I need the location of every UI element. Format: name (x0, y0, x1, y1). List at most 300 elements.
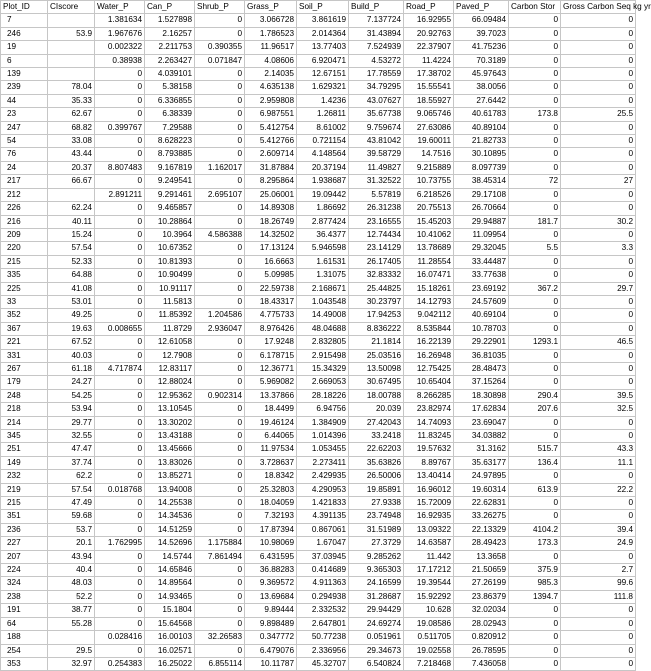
table-cell[interactable]: 1.204586 (195, 309, 245, 322)
table-cell[interactable]: 1.175884 (195, 537, 245, 550)
table-cell[interactable]: 1.67047 (297, 537, 349, 550)
table-cell[interactable]: 5.412754 (245, 121, 297, 134)
table-cell[interactable]: 0 (195, 644, 245, 657)
table-cell[interactable]: 18.55927 (404, 94, 454, 107)
table-cell[interactable]: 33.2418 (349, 430, 404, 443)
table-cell[interactable]: 2.959808 (245, 94, 297, 107)
table-cell[interactable]: 10.78703 (454, 322, 509, 335)
table-cell[interactable]: 1.31075 (297, 269, 349, 282)
table-cell[interactable]: 62.2 (48, 470, 95, 483)
table-cell[interactable]: 43.81042 (349, 135, 404, 148)
column-header[interactable]: Soil_P (297, 1, 349, 14)
table-cell[interactable]: 1.86692 (297, 202, 349, 215)
table-cell[interactable]: 29.22901 (454, 336, 509, 349)
table-cell[interactable]: 15.18261 (404, 282, 454, 295)
table-cell[interactable]: 78.04 (48, 81, 95, 94)
table-cell[interactable]: 0 (509, 376, 561, 389)
table-cell[interactable]: 2.263427 (145, 54, 195, 67)
table-cell[interactable]: 11.8729 (145, 322, 195, 335)
table-cell[interactable]: 0.721154 (297, 135, 349, 148)
table-cell[interactable]: 39.5 (561, 389, 636, 402)
table-cell[interactable]: 1.967676 (95, 27, 145, 40)
table-cell[interactable]: 0.414689 (297, 564, 349, 577)
table-cell[interactable]: 27.26199 (454, 577, 509, 590)
table-cell[interactable]: 220 (1, 242, 48, 255)
table-cell[interactable]: 14.5744 (145, 550, 195, 563)
table-cell[interactable]: 38.77 (48, 604, 95, 617)
table-cell[interactable]: 0 (195, 416, 245, 429)
table-cell[interactable]: 0 (509, 27, 561, 40)
table-cell[interactable]: 0 (561, 376, 636, 389)
table-cell[interactable]: 236 (1, 523, 48, 536)
table-cell[interactable]: 6.178715 (245, 349, 297, 362)
table-cell[interactable]: 43.3 (561, 443, 636, 456)
table-cell[interactable]: 0 (561, 94, 636, 107)
table-cell[interactable]: 59.68 (48, 510, 95, 523)
table-cell[interactable]: 30.10895 (454, 148, 509, 161)
table-cell[interactable]: 0 (195, 617, 245, 630)
table-cell[interactable]: 14.89308 (245, 202, 297, 215)
table-cell[interactable]: 0 (195, 94, 245, 107)
table-cell[interactable]: 0 (561, 497, 636, 510)
table-cell[interactable]: 0 (195, 68, 245, 81)
table-cell[interactable]: 1.053455 (297, 443, 349, 456)
table-cell[interactable]: 0 (95, 376, 145, 389)
table-cell[interactable]: 45.32707 (297, 657, 349, 670)
table-cell[interactable]: 10.3964 (145, 228, 195, 241)
table-cell[interactable]: 0 (95, 94, 145, 107)
table-cell[interactable]: 20.75513 (404, 202, 454, 215)
table-cell[interactable]: 10.65404 (404, 376, 454, 389)
table-cell[interactable]: 53.94 (48, 403, 95, 416)
table-cell[interactable]: 21.1814 (349, 336, 404, 349)
table-cell[interactable]: 13.69684 (245, 590, 297, 603)
table-cell[interactable]: 4.08606 (245, 54, 297, 67)
table-cell[interactable]: 13.10545 (145, 403, 195, 416)
table-cell[interactable]: 19.08586 (404, 617, 454, 630)
table-cell[interactable]: 34.03882 (454, 430, 509, 443)
table-cell[interactable]: 43.07627 (349, 94, 404, 107)
table-cell[interactable]: 0 (195, 269, 245, 282)
table-cell[interactable]: 11.97534 (245, 443, 297, 456)
table-cell[interactable]: 21.50659 (454, 564, 509, 577)
table-cell[interactable]: 2.16257 (145, 27, 195, 40)
table-cell[interactable]: 0 (509, 430, 561, 443)
table-cell[interactable]: 181.7 (509, 215, 561, 228)
table-cell[interactable]: 0 (95, 389, 145, 402)
table-cell[interactable]: 1.938687 (297, 175, 349, 188)
table-cell[interactable]: 0 (95, 577, 145, 590)
table-cell[interactable]: 0 (195, 81, 245, 94)
table-cell[interactable]: 19.57632 (404, 443, 454, 456)
table-cell[interactable]: 254 (1, 644, 48, 657)
table-cell[interactable]: 48.04688 (297, 322, 349, 335)
table-cell[interactable]: 12.75425 (404, 362, 454, 375)
table-cell[interactable]: 17.62834 (454, 403, 509, 416)
table-cell[interactable]: 0 (561, 349, 636, 362)
table-cell[interactable]: 2.832805 (297, 336, 349, 349)
table-cell[interactable]: 36.4377 (297, 228, 349, 241)
table-cell[interactable]: 1293.1 (509, 336, 561, 349)
table-cell[interactable]: 26.78595 (454, 644, 509, 657)
table-cell[interactable]: 2.936047 (195, 322, 245, 335)
table-cell[interactable]: 13.78689 (404, 242, 454, 255)
table-cell[interactable]: 0 (561, 430, 636, 443)
table-cell[interactable]: 2.877424 (297, 215, 349, 228)
table-cell[interactable]: 9.369572 (245, 577, 297, 590)
table-cell[interactable]: 10.628 (404, 604, 454, 617)
table-cell[interactable]: 188 (1, 631, 48, 644)
table-cell[interactable]: 19 (1, 41, 48, 54)
table-cell[interactable]: 0 (561, 604, 636, 617)
table-cell[interactable]: 17.78559 (349, 68, 404, 81)
table-cell[interactable]: 99.6 (561, 577, 636, 590)
table-cell[interactable]: 22.2 (561, 483, 636, 496)
table-cell[interactable]: 1.26811 (297, 108, 349, 121)
column-header[interactable]: Water_P (95, 1, 145, 14)
table-cell[interactable]: 0 (95, 403, 145, 416)
table-cell[interactable]: 0 (195, 604, 245, 617)
table-cell[interactable]: 24.69274 (349, 617, 404, 630)
table-cell[interactable]: 32.02034 (454, 604, 509, 617)
table-cell[interactable]: 0 (95, 443, 145, 456)
table-cell[interactable]: 45.97643 (454, 68, 509, 81)
table-cell[interactable]: 23.74948 (349, 510, 404, 523)
table-cell[interactable]: 14.34536 (145, 510, 195, 523)
table-cell[interactable]: 39.7023 (454, 27, 509, 40)
table-cell[interactable]: 2.014364 (297, 27, 349, 40)
table-cell[interactable]: 27.6442 (454, 94, 509, 107)
table-cell[interactable]: 25.44825 (349, 282, 404, 295)
table-cell[interactable]: 7.218468 (404, 657, 454, 670)
table-cell[interactable]: 0 (195, 175, 245, 188)
table-cell[interactable]: 9.167819 (145, 161, 195, 174)
table-cell[interactable]: 25.5 (561, 108, 636, 121)
column-header[interactable]: Road_P (404, 1, 454, 14)
table-cell[interactable]: 0 (509, 497, 561, 510)
table-cell[interactable]: 0 (509, 255, 561, 268)
table-cell[interactable]: 15.1804 (145, 604, 195, 617)
table-cell[interactable]: 136.4 (509, 456, 561, 469)
table-cell[interactable]: 32.97 (48, 657, 95, 670)
table-cell[interactable]: 515.7 (509, 443, 561, 456)
table-cell[interactable]: 0 (561, 228, 636, 241)
table-cell[interactable]: 10.67352 (145, 242, 195, 255)
table-cell[interactable]: 0 (561, 148, 636, 161)
table-cell[interactable]: 13.45666 (145, 443, 195, 456)
table-cell[interactable]: 8.807483 (95, 161, 145, 174)
table-cell[interactable]: 40.4 (48, 564, 95, 577)
table-cell[interactable]: 149 (1, 456, 48, 469)
table-cell[interactable]: 0 (195, 470, 245, 483)
table-cell[interactable]: 1.162017 (195, 161, 245, 174)
table-cell[interactable]: 10.28864 (145, 215, 195, 228)
table-cell[interactable]: 16.02571 (145, 644, 195, 657)
table-cell[interactable]: 19.63 (48, 322, 95, 335)
table-cell[interactable]: 12.74434 (349, 228, 404, 241)
table-cell[interactable] (48, 14, 95, 27)
table-cell[interactable]: 4.148564 (297, 148, 349, 161)
table-cell[interactable]: 0 (561, 27, 636, 40)
table-cell[interactable]: 62.67 (48, 108, 95, 121)
table-cell[interactable]: 18.30898 (454, 389, 509, 402)
table-cell[interactable]: 239 (1, 81, 48, 94)
table-cell[interactable]: 11.442 (404, 550, 454, 563)
table-cell[interactable]: 47.47 (48, 443, 95, 456)
table-cell[interactable]: 0.018768 (95, 483, 145, 496)
table-cell[interactable]: 0.38938 (95, 54, 145, 67)
table-cell[interactable]: 8.976426 (245, 322, 297, 335)
table-cell[interactable]: 207.6 (509, 403, 561, 416)
table-cell[interactable]: 0.867061 (297, 523, 349, 536)
table-cell[interactable]: 0 (95, 617, 145, 630)
table-cell[interactable]: 191 (1, 604, 48, 617)
table-cell[interactable]: 41.08 (48, 282, 95, 295)
table-cell[interactable]: 48.03 (48, 577, 95, 590)
table-cell[interactable]: 28.49423 (454, 537, 509, 550)
table-cell[interactable]: 0.294938 (297, 590, 349, 603)
table-cell[interactable]: 290.4 (509, 389, 561, 402)
table-cell[interactable]: 0 (95, 228, 145, 241)
table-cell[interactable]: 0 (509, 54, 561, 67)
table-cell[interactable]: 248 (1, 389, 48, 402)
table-cell[interactable]: 227 (1, 537, 48, 550)
table-cell[interactable]: 2.14035 (245, 68, 297, 81)
table-cell[interactable]: 1.381634 (95, 14, 145, 27)
table-cell[interactable]: 0 (195, 430, 245, 443)
table-cell[interactable]: 0 (95, 510, 145, 523)
table-cell[interactable]: 6.218526 (404, 188, 454, 201)
table-cell[interactable]: 13.94008 (145, 483, 195, 496)
table-cell[interactable]: 9.065746 (404, 108, 454, 121)
table-cell[interactable]: 0.002322 (95, 41, 145, 54)
table-cell[interactable]: 0 (561, 550, 636, 563)
table-cell[interactable]: 212 (1, 188, 48, 201)
table-cell[interactable]: 0 (95, 336, 145, 349)
table-cell[interactable]: 3.066728 (245, 14, 297, 27)
table-cell[interactable]: 17.94253 (349, 309, 404, 322)
table-cell[interactable]: 1394.7 (509, 590, 561, 603)
table-cell[interactable]: 0 (95, 564, 145, 577)
table-cell[interactable]: 18.8342 (245, 470, 297, 483)
table-cell[interactable]: 18.26749 (245, 215, 297, 228)
table-cell[interactable]: 6.94756 (297, 403, 349, 416)
table-cell[interactable]: 11.5813 (145, 295, 195, 308)
table-cell[interactable]: 0 (95, 456, 145, 469)
table-cell[interactable]: 40.03 (48, 349, 95, 362)
table-cell[interactable]: 3.861619 (297, 14, 349, 27)
table-cell[interactable]: 17.9248 (245, 336, 297, 349)
table-cell[interactable]: 23.69047 (454, 416, 509, 429)
table-cell[interactable]: 0 (95, 242, 145, 255)
table-cell[interactable]: 22.13329 (454, 523, 509, 536)
table-cell[interactable]: 9.215889 (404, 161, 454, 174)
table-cell[interactable]: 215 (1, 255, 48, 268)
table-cell[interactable]: 57.54 (48, 483, 95, 496)
table-cell[interactable]: 61.18 (48, 362, 95, 375)
table-cell[interactable]: 9.465857 (145, 202, 195, 215)
table-cell[interactable]: 375.9 (509, 564, 561, 577)
column-header[interactable]: Carbon Stor (509, 1, 561, 14)
table-cell[interactable]: 23.16555 (349, 215, 404, 228)
table-cell[interactable]: 26.17405 (349, 255, 404, 268)
table-cell[interactable]: 353 (1, 657, 48, 670)
table-cell[interactable]: 4.911363 (297, 577, 349, 590)
table-cell[interactable]: 55.28 (48, 617, 95, 630)
table-cell[interactable]: 0 (509, 617, 561, 630)
table-cell[interactable]: 0 (195, 497, 245, 510)
table-cell[interactable]: 0 (561, 188, 636, 201)
table-cell[interactable]: 0 (95, 108, 145, 121)
table-cell[interactable]: 13.50098 (349, 362, 404, 375)
table-cell[interactable]: 0.399767 (95, 121, 145, 134)
table-cell[interactable]: 6.987551 (245, 108, 297, 121)
table-cell[interactable]: 0 (195, 336, 245, 349)
table-cell[interactable]: 13.40414 (404, 470, 454, 483)
table-cell[interactable]: 39.4 (561, 523, 636, 536)
column-header[interactable]: Gross Carbon Seq kg yr (561, 1, 636, 14)
table-cell[interactable]: 0 (509, 631, 561, 644)
table-cell[interactable]: 0.390355 (195, 41, 245, 54)
table-cell[interactable]: 0 (509, 349, 561, 362)
table-cell[interactable]: 5.57819 (349, 188, 404, 201)
table-cell[interactable]: 2.891211 (95, 188, 145, 201)
table-cell[interactable]: 8.61002 (297, 121, 349, 134)
table-cell[interactable]: 0 (195, 403, 245, 416)
column-header[interactable]: Grass_P (245, 1, 297, 14)
table-cell[interactable]: 111.8 (561, 590, 636, 603)
table-cell[interactable]: 0 (195, 27, 245, 40)
table-cell[interactable]: 20.92763 (404, 27, 454, 40)
table-cell[interactable]: 0 (509, 135, 561, 148)
table-cell[interactable]: 16.92935 (404, 510, 454, 523)
table-cell[interactable]: 207 (1, 550, 48, 563)
table-cell[interactable]: 70.3189 (454, 54, 509, 67)
table-cell[interactable]: 18.00788 (349, 389, 404, 402)
table-cell[interactable]: 0 (195, 202, 245, 215)
table-cell[interactable]: 0 (509, 470, 561, 483)
table-cell[interactable]: 0 (95, 269, 145, 282)
table-cell[interactable]: 9.898489 (245, 617, 297, 630)
table-cell[interactable]: 38.0056 (454, 81, 509, 94)
table-cell[interactable]: 3.3 (561, 242, 636, 255)
table-cell[interactable]: 4104.2 (509, 523, 561, 536)
table-cell[interactable]: 13.85271 (145, 470, 195, 483)
table-cell[interactable]: 0 (561, 255, 636, 268)
table-cell[interactable]: 11.85392 (145, 309, 195, 322)
table-cell[interactable]: 0 (509, 309, 561, 322)
table-cell[interactable]: 43.44 (48, 148, 95, 161)
table-cell[interactable]: 0 (95, 68, 145, 81)
table-cell[interactable]: 49.25 (48, 309, 95, 322)
table-cell[interactable]: 40.11 (48, 215, 95, 228)
table-cell[interactable]: 29.5 (48, 644, 95, 657)
table-cell[interactable]: 0 (195, 376, 245, 389)
table-cell[interactable]: 23 (1, 108, 48, 121)
table-cell[interactable]: 13.83026 (145, 456, 195, 469)
table-cell[interactable]: 26.70664 (454, 202, 509, 215)
table-cell[interactable]: 31.32522 (349, 175, 404, 188)
table-cell[interactable]: 20.039 (349, 403, 404, 416)
table-cell[interactable]: 27.42043 (349, 416, 404, 429)
table-cell[interactable]: 23.82974 (404, 403, 454, 416)
table-cell[interactable]: 17.13124 (245, 242, 297, 255)
table-cell[interactable]: 0 (195, 523, 245, 536)
table-cell[interactable]: 52.2 (48, 590, 95, 603)
table-cell[interactable]: 27.3729 (349, 537, 404, 550)
table-cell[interactable]: 9.89444 (245, 604, 297, 617)
table-cell[interactable]: 11.09954 (454, 228, 509, 241)
column-header[interactable]: Paved_P (454, 1, 509, 14)
table-cell[interactable]: 38.45314 (454, 175, 509, 188)
table-cell[interactable]: 1.043548 (297, 295, 349, 308)
table-cell[interactable]: 14.25538 (145, 497, 195, 510)
table-cell[interactable]: 62.24 (48, 202, 95, 215)
table-cell[interactable]: 19.39544 (404, 577, 454, 590)
table-cell[interactable]: 4.391135 (297, 510, 349, 523)
table-cell[interactable]: 14.93465 (145, 590, 195, 603)
table-cell[interactable]: 0 (561, 617, 636, 630)
table-cell[interactable]: 50.77238 (297, 631, 349, 644)
table-cell[interactable]: 0 (95, 135, 145, 148)
table-cell[interactable]: 14.12793 (404, 295, 454, 308)
table-cell[interactable]: 173.8 (509, 108, 561, 121)
table-cell[interactable]: 4.717874 (95, 362, 145, 375)
table-cell[interactable]: 16.22139 (404, 336, 454, 349)
table-cell[interactable]: 35.63177 (454, 456, 509, 469)
table-cell[interactable]: 24.27 (48, 376, 95, 389)
table-cell[interactable]: 52.33 (48, 255, 95, 268)
table-cell[interactable]: 32.83332 (349, 269, 404, 282)
table-cell[interactable]: 8.836222 (349, 322, 404, 335)
table-cell[interactable]: 0 (95, 644, 145, 657)
table-cell[interactable]: 0 (195, 456, 245, 469)
table-cell[interactable]: 25.03516 (349, 349, 404, 362)
table-cell[interactable]: 16.6663 (245, 255, 297, 268)
table-cell[interactable]: 0 (95, 349, 145, 362)
table-cell[interactable]: 0 (509, 362, 561, 375)
table-cell[interactable]: 47.49 (48, 497, 95, 510)
table-cell[interactable]: 0 (95, 430, 145, 443)
table-cell[interactable]: 25.06001 (245, 188, 297, 201)
table-cell[interactable]: 2.695107 (195, 188, 245, 201)
table-cell[interactable]: 0 (509, 68, 561, 81)
table-cell[interactable]: 0 (195, 108, 245, 121)
table-cell[interactable]: 37.74 (48, 456, 95, 469)
table-cell[interactable]: 1.629321 (297, 81, 349, 94)
table-cell[interactable]: 27 (561, 175, 636, 188)
table-cell[interactable]: 0 (95, 497, 145, 510)
table-cell[interactable]: 15.55541 (404, 81, 454, 94)
table-cell[interactable]: 35.63826 (349, 456, 404, 469)
table-cell[interactable]: 0 (195, 590, 245, 603)
table-cell[interactable]: 13.77403 (297, 41, 349, 54)
table-cell[interactable]: 0 (561, 54, 636, 67)
table-cell[interactable]: 36.88283 (245, 564, 297, 577)
table-cell[interactable]: 1.527898 (145, 14, 195, 27)
table-cell[interactable]: 0 (195, 121, 245, 134)
table-cell[interactable]: 324 (1, 577, 48, 590)
table-cell[interactable]: 7.861494 (195, 550, 245, 563)
table-cell[interactable]: 2.915498 (297, 349, 349, 362)
table-cell[interactable]: 6.540824 (349, 657, 404, 670)
table-cell[interactable]: 0.511705 (404, 631, 454, 644)
table-cell[interactable]: 251 (1, 443, 48, 456)
column-header[interactable]: CIscore (48, 1, 95, 14)
table-cell[interactable]: 34.79295 (349, 81, 404, 94)
table-cell[interactable]: 15.92292 (404, 590, 454, 603)
table-cell[interactable]: 29.32045 (454, 242, 509, 255)
